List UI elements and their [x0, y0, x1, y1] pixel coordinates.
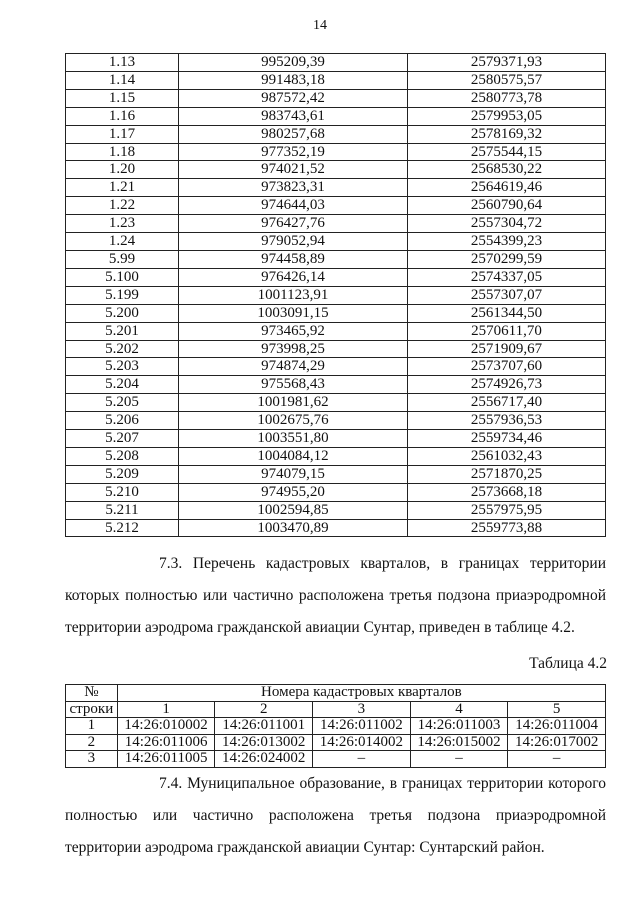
row-number: 2 — [66, 734, 118, 751]
y-coordinate: 2564619,46 — [408, 179, 606, 197]
cadastral-number: – — [410, 751, 508, 768]
y-coordinate: 2573707,60 — [408, 358, 606, 376]
cadastral-number: – — [313, 751, 411, 768]
x-coordinate: 977352,19 — [179, 143, 408, 161]
table-row — [66, 322, 606, 340]
cadastral-number: 14:26:011005 — [117, 751, 215, 768]
table-row — [66, 143, 606, 161]
point-number: 5.202 — [66, 340, 179, 358]
cadastral-number: 14:26:024002 — [215, 751, 313, 768]
table-row — [66, 376, 606, 394]
x-coordinate: 1003091,15 — [179, 304, 408, 322]
table-row — [66, 71, 606, 89]
point-number: 5.200 — [66, 304, 179, 322]
row-number: 3 — [66, 751, 118, 768]
x-coordinate: 974079,15 — [179, 465, 408, 483]
point-number: 1.17 — [66, 125, 179, 143]
cadastral-number: 14:26:010002 — [117, 718, 215, 735]
table-row — [66, 734, 606, 751]
x-coordinate: 974458,89 — [179, 250, 408, 268]
y-coordinate: 2579953,05 — [408, 107, 606, 125]
y-coordinate: 2574926,73 — [408, 376, 606, 394]
point-number: 1.16 — [66, 107, 179, 125]
table-row — [66, 54, 606, 72]
point-number: 5.207 — [66, 430, 179, 448]
y-coordinate: 2557936,53 — [408, 412, 606, 430]
point-number: 5.204 — [66, 376, 179, 394]
column-number: 4 — [410, 701, 508, 718]
table-subheader-row — [66, 701, 606, 718]
page-number: 14 — [313, 18, 327, 33]
point-number: 5.210 — [66, 483, 179, 501]
table-row — [66, 89, 606, 107]
x-coordinate: 1004084,12 — [179, 447, 408, 465]
x-coordinate: 973465,92 — [179, 322, 408, 340]
y-coordinate: 2559734,46 — [408, 430, 606, 448]
x-coordinate: 973823,31 — [179, 179, 408, 197]
point-number: 5.201 — [66, 322, 179, 340]
table-row — [66, 161, 606, 179]
column-number: 5 — [508, 701, 606, 718]
y-coordinate: 2556717,40 — [408, 394, 606, 412]
cadastral-number: 14:26:014002 — [313, 734, 411, 751]
x-coordinate: 974874,29 — [179, 358, 408, 376]
cadastral-number: – — [508, 751, 606, 768]
cadastral-quarters-table — [65, 684, 606, 768]
table-row — [66, 519, 606, 537]
y-coordinate: 2575544,15 — [408, 143, 606, 161]
point-number: 5.209 — [66, 465, 179, 483]
x-coordinate: 974644,03 — [179, 197, 408, 215]
cadastral-number: 14:26:011002 — [313, 718, 411, 735]
cadastral-number: 14:26:017002 — [508, 734, 606, 751]
y-coordinate: 2579371,93 — [408, 54, 606, 72]
y-coordinate: 2570611,70 — [408, 322, 606, 340]
point-number: 5.100 — [66, 268, 179, 286]
cadastral-number: 14:26:015002 — [410, 734, 508, 751]
point-number: 5.208 — [66, 447, 179, 465]
paragraph-7-3: 7.3. Перечень кадастровых кварталов, в границах территории которых полностью или частично расположена третья подзона приаэродромной территории аэродрома гражданской авиации Сунтар, приведен в таблице 4.2. — [65, 555, 606, 636]
point-number: 1.21 — [66, 179, 179, 197]
x-coordinate: 973998,25 — [179, 340, 408, 358]
cadastral-number: 14:26:011004 — [508, 718, 606, 735]
table-row — [66, 179, 606, 197]
point-number: 5.203 — [66, 358, 179, 376]
cadastral-number: 14:26:011003 — [410, 718, 508, 735]
y-coordinate: 2554399,23 — [408, 233, 606, 251]
header-row-label: строки — [66, 701, 118, 718]
table-row — [66, 304, 606, 322]
row-number: 1 — [66, 718, 118, 735]
y-coordinate: 2578169,32 — [408, 125, 606, 143]
cadastral-number: 14:26:013002 — [215, 734, 313, 751]
paragraph-7-4: 7.4. Муниципальное образование, в границах территории которого полностью или частично расположена третья подзона приаэродромной территории аэродрома гражданской авиации Сунтар: Сунтарский район. — [65, 775, 606, 856]
point-number: 1.13 — [66, 54, 179, 72]
table-row — [66, 358, 606, 376]
table-row — [66, 250, 606, 268]
y-coordinate: 2559773,88 — [408, 519, 606, 537]
point-number: 5.199 — [66, 286, 179, 304]
x-coordinate: 991483,18 — [179, 71, 408, 89]
table-row — [66, 751, 606, 768]
x-coordinate: 976427,76 — [179, 215, 408, 233]
y-coordinate: 2573668,18 — [408, 483, 606, 501]
y-coordinate: 2561344,50 — [408, 304, 606, 322]
header-title: Номера кадастровых кварталов — [117, 685, 605, 702]
y-coordinate: 2557975,95 — [408, 501, 606, 519]
x-coordinate: 1001981,62 — [179, 394, 408, 412]
y-coordinate: 2568530,22 — [408, 161, 606, 179]
x-coordinate: 987572,42 — [179, 89, 408, 107]
y-coordinate: 2560790,64 — [408, 197, 606, 215]
table-row — [66, 430, 606, 448]
coordinates-table — [65, 53, 606, 537]
x-coordinate: 974021,52 — [179, 161, 408, 179]
y-coordinate: 2570299,59 — [408, 250, 606, 268]
table-row — [66, 412, 606, 430]
table-row — [66, 465, 606, 483]
table-row — [66, 340, 606, 358]
point-number: 1.22 — [66, 197, 179, 215]
point-number: 5.205 — [66, 394, 179, 412]
table-row — [66, 447, 606, 465]
table-row — [66, 215, 606, 233]
x-coordinate: 976426,14 — [179, 268, 408, 286]
x-coordinate: 1001123,91 — [179, 286, 408, 304]
y-coordinate: 2571909,67 — [408, 340, 606, 358]
column-number: 2 — [215, 701, 313, 718]
x-coordinate: 1003551,80 — [179, 430, 408, 448]
column-number: 3 — [313, 701, 411, 718]
point-number: 1.15 — [66, 89, 179, 107]
point-number: 1.24 — [66, 233, 179, 251]
x-coordinate: 1002675,76 — [179, 412, 408, 430]
point-number: 1.18 — [66, 143, 179, 161]
table-row — [66, 233, 606, 251]
y-coordinate: 2557307,07 — [408, 286, 606, 304]
point-number: 1.14 — [66, 71, 179, 89]
table-caption: Таблица 4.2 — [529, 655, 607, 672]
table-header-row — [66, 685, 606, 702]
point-number: 5.206 — [66, 412, 179, 430]
y-coordinate: 2571870,25 — [408, 465, 606, 483]
y-coordinate: 2580773,78 — [408, 89, 606, 107]
cadastral-number: 14:26:011006 — [117, 734, 215, 751]
x-coordinate: 974955,20 — [179, 483, 408, 501]
point-number: 5.211 — [66, 501, 179, 519]
x-coordinate: 980257,68 — [179, 125, 408, 143]
point-number: 1.23 — [66, 215, 179, 233]
y-coordinate: 2574337,05 — [408, 268, 606, 286]
y-coordinate: 2561032,43 — [408, 447, 606, 465]
point-number: 5.212 — [66, 519, 179, 537]
x-coordinate: 975568,43 — [179, 376, 408, 394]
x-coordinate: 983743,61 — [179, 107, 408, 125]
x-coordinate: 1002594,85 — [179, 501, 408, 519]
table-row — [66, 197, 606, 215]
y-coordinate: 2557304,72 — [408, 215, 606, 233]
x-coordinate: 979052,94 — [179, 233, 408, 251]
header-no: № — [66, 685, 118, 702]
table-row — [66, 718, 606, 735]
point-number: 5.99 — [66, 250, 179, 268]
table-row — [66, 107, 606, 125]
table-row — [66, 501, 606, 519]
column-number: 1 — [117, 701, 215, 718]
table-row — [66, 286, 606, 304]
x-coordinate: 1003470,89 — [179, 519, 408, 537]
y-coordinate: 2580575,57 — [408, 71, 606, 89]
table-row — [66, 268, 606, 286]
table-row — [66, 483, 606, 501]
table-row — [66, 394, 606, 412]
table-row — [66, 125, 606, 143]
x-coordinate: 995209,39 — [179, 54, 408, 72]
cadastral-number: 14:26:011001 — [215, 718, 313, 735]
point-number: 1.20 — [66, 161, 179, 179]
